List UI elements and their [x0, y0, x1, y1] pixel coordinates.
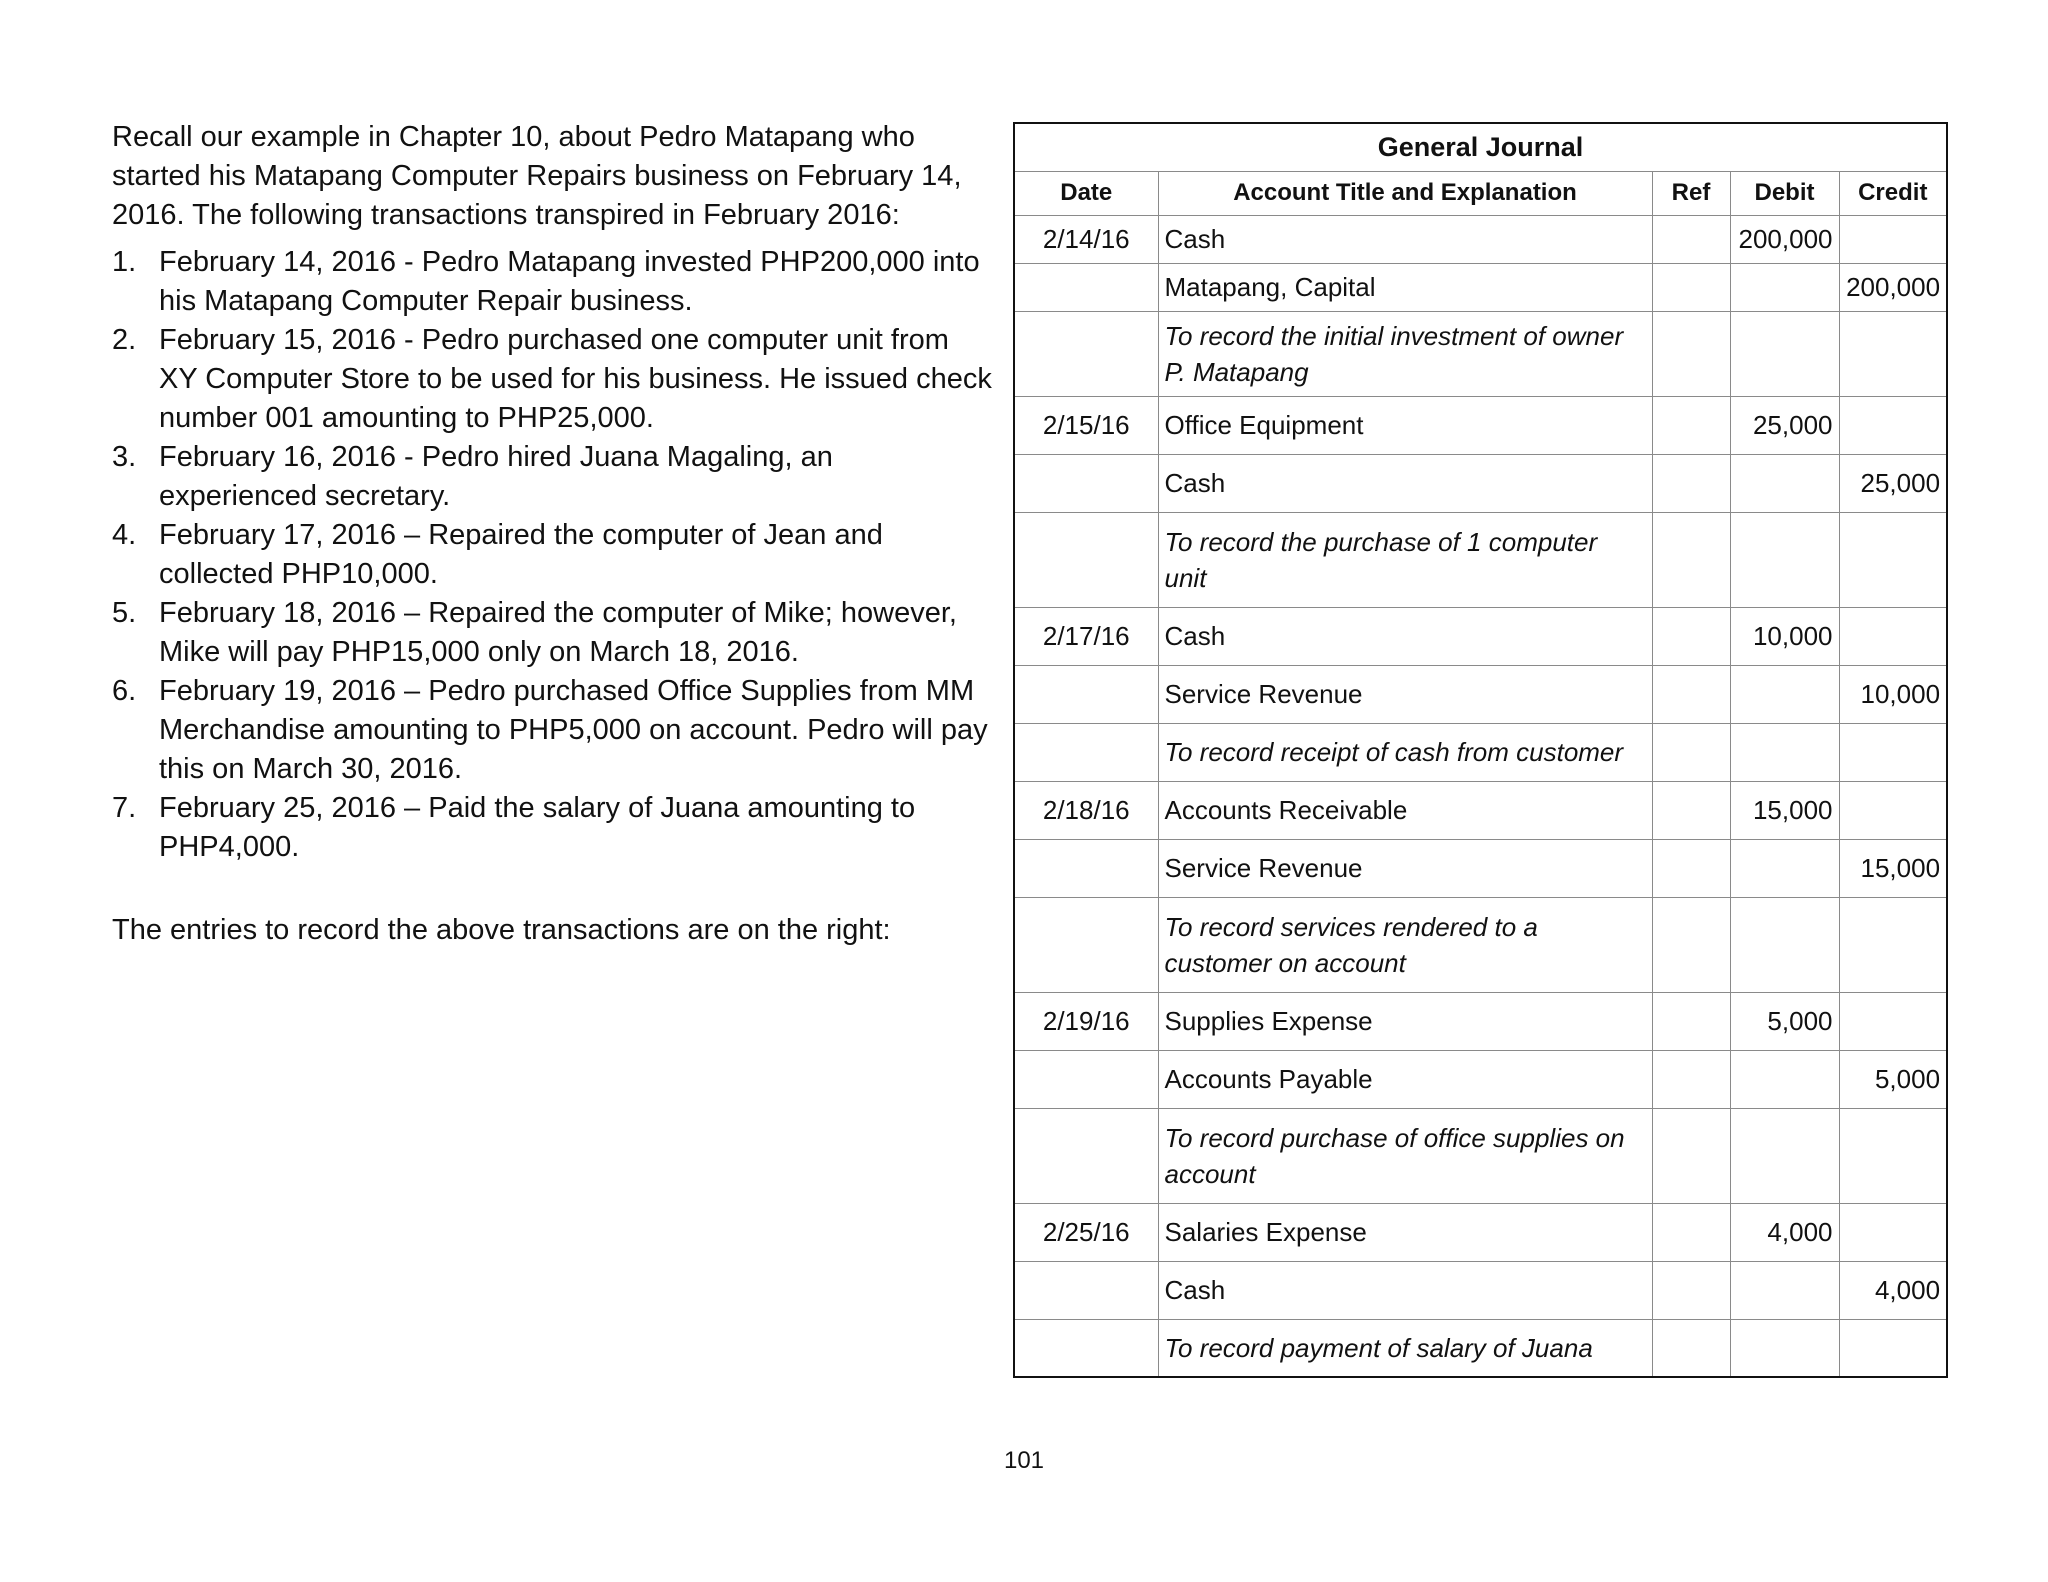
date-cell — [1014, 1108, 1158, 1203]
credit-cell — [1839, 897, 1947, 992]
ref-cell — [1652, 1203, 1730, 1261]
debit-cell: 200,000 — [1730, 215, 1839, 263]
explanation-cell: To record the initial investment of owner P. Matapang — [1158, 311, 1652, 396]
table-row — [1014, 396, 1947, 454]
debit-cell — [1730, 1108, 1839, 1203]
ref-cell — [1652, 512, 1730, 607]
credit-cell — [1839, 512, 1947, 607]
date-cell — [1014, 839, 1158, 897]
list-item — [112, 672, 992, 789]
date-cell — [1014, 897, 1158, 992]
debit-cell: 5,000 — [1730, 992, 1839, 1050]
table-row — [1014, 665, 1947, 723]
explanation-cell: To record purchase of office supplies on account — [1158, 1108, 1652, 1203]
date-cell — [1014, 1261, 1158, 1319]
table-row — [1014, 839, 1947, 897]
ref-cell — [1652, 1050, 1730, 1108]
credit-cell — [1839, 992, 1947, 1050]
header-ref: Ref — [1652, 171, 1730, 215]
item-text: February 17, 2016 – Repaired the computer of Jean and collected PHP10,000. — [159, 519, 883, 590]
item-text: February 19, 2016 – Pedro purchased Office Supplies from MM Merchandise amounting to PHP5,000 on account. Pedro will pay this on March 30, 2016. — [159, 675, 988, 785]
ref-cell — [1652, 1319, 1730, 1377]
credit-cell — [1839, 1203, 1947, 1261]
account-cell: Cash — [1158, 454, 1652, 512]
debit-cell: 4,000 — [1730, 1203, 1839, 1261]
date-cell — [1014, 665, 1158, 723]
item-number: 6. — [112, 675, 137, 707]
ref-cell — [1652, 781, 1730, 839]
account-cell: Accounts Payable — [1158, 1050, 1652, 1108]
item-text: February 18, 2016 – Repaired the computer of Mike; however, Mike will pay PHP15,000 only on March 18, 2016. — [159, 597, 957, 668]
credit-cell — [1839, 723, 1947, 781]
credit-cell — [1839, 1319, 1947, 1377]
date-cell: 2/18/16 — [1014, 781, 1158, 839]
table-row — [1014, 723, 1947, 781]
general-journal-table — [1013, 122, 1948, 1378]
debit-cell — [1730, 897, 1839, 992]
account-cell: Service Revenue — [1158, 839, 1652, 897]
credit-cell — [1839, 781, 1947, 839]
credit-cell — [1839, 215, 1947, 263]
table-row — [1014, 454, 1947, 512]
credit-cell — [1839, 396, 1947, 454]
list-item — [112, 789, 992, 867]
credit-cell: 10,000 — [1839, 665, 1947, 723]
account-cell: Cash — [1158, 1261, 1652, 1319]
account-cell: Matapang, Capital — [1158, 263, 1652, 311]
ref-cell — [1652, 607, 1730, 665]
closing-paragraph: The entries to record the above transactions are on the right: — [112, 914, 891, 946]
ref-cell — [1652, 311, 1730, 396]
table-row — [1014, 1319, 1947, 1377]
date-cell: 2/14/16 — [1014, 215, 1158, 263]
list-item — [112, 594, 992, 672]
credit-cell: 15,000 — [1839, 839, 1947, 897]
date-cell — [1014, 1319, 1158, 1377]
table-row — [1014, 607, 1947, 665]
list-item — [112, 321, 992, 438]
item-text: February 16, 2016 - Pedro hired Juana Magaling, an experienced secretary. — [159, 441, 833, 512]
list-item — [112, 243, 992, 321]
credit-cell: 4,000 — [1839, 1261, 1947, 1319]
table-row — [1014, 1108, 1947, 1203]
table-row — [1014, 512, 1947, 607]
item-number: 4. — [112, 519, 137, 551]
debit-cell — [1730, 311, 1839, 396]
account-cell: Cash — [1158, 607, 1652, 665]
debit-cell — [1730, 512, 1839, 607]
page-number: 101 — [1003, 1447, 1045, 1474]
debit-cell — [1730, 1261, 1839, 1319]
credit-cell — [1839, 311, 1947, 396]
header-row — [1014, 171, 1947, 215]
item-number: 5. — [112, 597, 137, 629]
header-date: Date — [1014, 171, 1158, 215]
ref-cell — [1652, 723, 1730, 781]
ref-cell — [1652, 454, 1730, 512]
account-cell: Supplies Expense — [1158, 992, 1652, 1050]
ref-cell — [1652, 1108, 1730, 1203]
date-cell — [1014, 311, 1158, 396]
date-cell — [1014, 263, 1158, 311]
date-cell — [1014, 1050, 1158, 1108]
debit-cell — [1730, 454, 1839, 512]
account-cell: Cash — [1158, 215, 1652, 263]
ref-cell — [1652, 897, 1730, 992]
account-cell: Office Equipment — [1158, 396, 1652, 454]
date-cell: 2/17/16 — [1014, 607, 1158, 665]
table-row — [1014, 1261, 1947, 1319]
item-number: 3. — [112, 441, 137, 473]
table-row — [1014, 215, 1947, 263]
account-cell: Accounts Receivable — [1158, 781, 1652, 839]
credit-cell — [1839, 607, 1947, 665]
debit-cell — [1730, 665, 1839, 723]
explanation-cell: To record the purchase of 1 computer unit — [1158, 512, 1652, 607]
credit-cell: 25,000 — [1839, 454, 1947, 512]
explanation-cell: To record payment of salary of Juana — [1158, 1319, 1652, 1377]
ref-cell — [1652, 1261, 1730, 1319]
credit-cell — [1839, 1108, 1947, 1203]
header-credit: Credit — [1839, 171, 1947, 215]
transactions-text — [112, 118, 992, 950]
header-debit: Debit — [1730, 171, 1839, 215]
date-cell: 2/25/16 — [1014, 1203, 1158, 1261]
date-cell — [1014, 454, 1158, 512]
date-cell: 2/15/16 — [1014, 396, 1158, 454]
journal-title: General Journal — [1014, 123, 1947, 171]
ref-cell — [1652, 215, 1730, 263]
table-row — [1014, 992, 1947, 1050]
explanation-cell: To record receipt of cash from customer — [1158, 723, 1652, 781]
explanation-cell: To record services rendered to a customer on account — [1158, 897, 1652, 992]
item-text: February 25, 2016 – Paid the salary of Juana amounting to PHP4,000. — [159, 792, 916, 863]
intro-paragraph: Recall our example in Chapter 10, about Pedro Matapang who started his Matapang Computer Repairs business on February 14, 2016. The following transactions transpired in February 2016: — [112, 121, 962, 231]
debit-cell — [1730, 1050, 1839, 1108]
table-row — [1014, 1203, 1947, 1261]
list-item — [112, 516, 992, 594]
table-row — [1014, 897, 1947, 992]
ref-cell — [1652, 992, 1730, 1050]
debit-cell — [1730, 1319, 1839, 1377]
table-row — [1014, 263, 1947, 311]
item-text: February 14, 2016 - Pedro Matapang invested PHP200,000 into his Matapang Computer Repair business. — [159, 246, 980, 317]
debit-cell: 25,000 — [1730, 396, 1839, 454]
item-number: 2. — [112, 324, 137, 356]
date-cell: 2/19/16 — [1014, 992, 1158, 1050]
table-row — [1014, 1050, 1947, 1108]
account-cell: Service Revenue — [1158, 665, 1652, 723]
debit-cell: 10,000 — [1730, 607, 1839, 665]
item-number: 7. — [112, 792, 137, 824]
ref-cell — [1652, 839, 1730, 897]
ref-cell — [1652, 263, 1730, 311]
item-number: 1. — [112, 246, 137, 278]
credit-cell: 200,000 — [1839, 263, 1947, 311]
table-row — [1014, 311, 1947, 396]
ref-cell — [1652, 396, 1730, 454]
list-item — [112, 438, 992, 516]
account-cell: Salaries Expense — [1158, 1203, 1652, 1261]
date-cell — [1014, 512, 1158, 607]
table-row — [1014, 781, 1947, 839]
credit-cell: 5,000 — [1839, 1050, 1947, 1108]
debit-cell — [1730, 263, 1839, 311]
header-account: Account Title and Explanation — [1158, 171, 1652, 215]
journal-title-row — [1014, 123, 1947, 171]
item-text: February 15, 2016 - Pedro purchased one computer unit from XY Computer Store to be used for his business. He issued check number 001 amounting to PHP25,000. — [159, 324, 992, 434]
debit-cell — [1730, 839, 1839, 897]
ref-cell — [1652, 665, 1730, 723]
transaction-list — [112, 243, 992, 867]
debit-cell — [1730, 723, 1839, 781]
date-cell — [1014, 723, 1158, 781]
debit-cell: 15,000 — [1730, 781, 1839, 839]
